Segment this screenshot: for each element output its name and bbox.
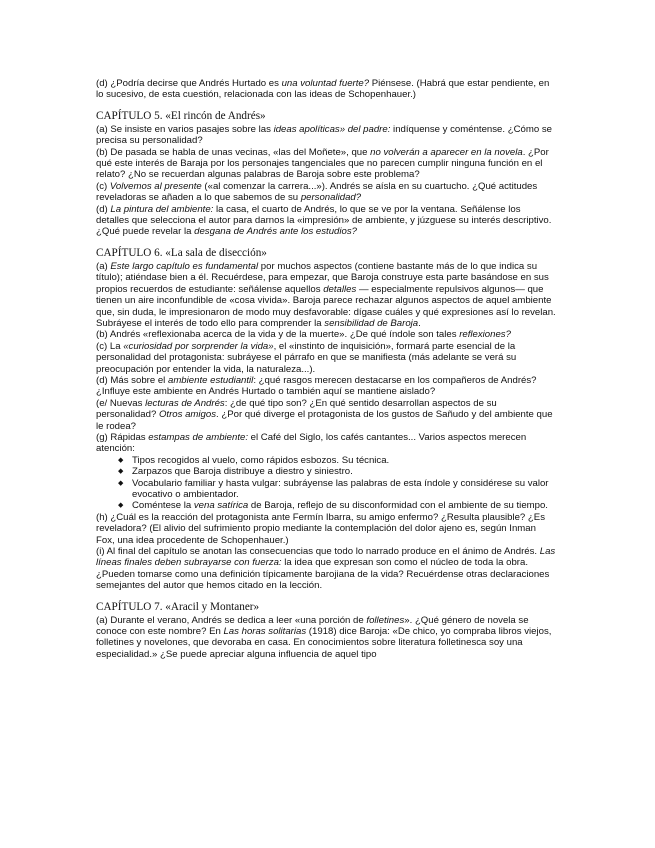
- text-run: (g) Rápidas: [96, 431, 149, 443]
- text-run: (d) Más sobre el: [96, 374, 168, 386]
- italic-text: no volverán a aparecer en la novela: [370, 146, 523, 158]
- text-run: Tipos recogidos al vuelo, como rápidos esbozos. Su técnica.: [132, 454, 390, 466]
- paragraph: [96, 615, 556, 661]
- chapter-5-heading: CAPÍTULO 5. «El rincón de Andrés»: [96, 109, 266, 122]
- text-run: . ¿Por qué este interés de Baraja por los personajes tangenciales que no parecen cumplir ninguna función en el relato? ¿No se recuerdan algunas palabras de Baroja sobre este problema?: [96, 146, 549, 181]
- text-run: (a) Durante el verano, Andrés se dedica a leer «una porción de: [96, 614, 367, 626]
- paragraph: [96, 329, 556, 340]
- text-run: («al comenzar la carrera...»). Andrés se aísla en su cuartucho. ¿Qué actitudes reveladoras se añaden a lo que sabemos de su: [96, 180, 538, 204]
- italic-text: Volvemos al presente: [109, 180, 202, 192]
- text-run: Coméntese la: [132, 500, 194, 512]
- italic-text: una voluntad fuerte?: [281, 78, 370, 89]
- text-run: de Baroja, reflejo de su disconformidad con el ambiente de su tiempo.: [248, 500, 548, 512]
- text-run: (d) ¿Podría decirse que Andrés Hurtado es: [96, 78, 282, 89]
- bullet-list: [96, 455, 556, 512]
- italic-text: ambiente estudiantil: [167, 374, 254, 386]
- paragraph: [96, 546, 556, 592]
- italic-text: La pintura del ambiente:: [110, 203, 214, 215]
- paragraph: [96, 147, 556, 181]
- italic-text: personalidad?: [300, 192, 362, 204]
- text-run: (c): [96, 180, 110, 192]
- text-run: ». ¿Qué género de novela se conoce con este nombre? En: [96, 614, 529, 638]
- italic-text: Este largo capítulo es fundamental: [110, 260, 259, 272]
- text-run: la idea que expresan son como el núcleo de toda la obra. ¿Pueden tomarse como una definición típicamente barojiana de la vida? Recuérdense otras declaraciones semejantes del autor que hemos citado en la lección.: [96, 557, 550, 592]
- italic-text: «curiosidad por sorprender la vida»: [123, 340, 274, 352]
- italic-text: folletines: [366, 614, 405, 626]
- italic-text: desgana de Andrés ante los estudios?: [194, 226, 357, 238]
- text-run: el Café del Siglo, los cafés cantantes... Varios aspectos merecen atención:: [96, 431, 527, 455]
- chapter-6-heading: CAPÍTULO 6. «La sala de disección»: [96, 246, 267, 259]
- italic-text: sensibilidad de Baroja: [324, 317, 419, 329]
- text-run: (a): [96, 260, 111, 272]
- paragraph: [96, 181, 556, 204]
- list-item: [118, 455, 556, 466]
- text-run: (1918) dice Baroja: «De chico, yo compraba libros viejos, folletines y novelones, que devoraba en casa. En conocimientos sobre literatura folletinesca soy una especialidad.» ¿Se puede apreciar alguna influencia de aquel tipo: [96, 626, 552, 660]
- paragraph: [96, 78, 556, 101]
- italic-text: detalles: [323, 283, 357, 295]
- text-run: la casa, el cuarto de Andrés, lo que se ve por la ventana. Señálense los detalles que selecciona el autor para darnos la «impresión» de ambiente, y júzguese su interés descriptivo. ¿Qué puede revelar la: [96, 203, 552, 238]
- text-run: por muchos aspectos (contiene bastante más de lo que indica su título); atiéndase bien a él. Recuérdese, para empezar, que Baroja construye esta parte basándose en sus propios recuerdos de estudiante: señálense aquellos: [96, 260, 549, 295]
- text-run: . ¿Por qué diverge el protagonista de los gustos de Sañudo y del ambiente que le rodea?: [96, 409, 553, 432]
- text-run: : ¿de qué tipo son? ¿En qué sentido desarrollan aspectos de su personalidad?: [96, 397, 497, 421]
- text-run: Vocabulario familiar y hasta vulgar: subráyense las palabras de esta índole y considérese su valor evocativo o ambientador.: [132, 477, 549, 500]
- text-run: (c) La: [96, 340, 124, 352]
- document-body: [96, 78, 556, 660]
- list-item: [118, 466, 556, 477]
- italic-text: reflexiones?: [459, 329, 511, 341]
- text-run: (d): [96, 203, 111, 215]
- text-run: , el «instinto de inquisición», formará parte esencial de la personalidad del protagonista: subráyese el párrafo en que se manifiesta (más adelante se verá su preocupación por entender la vida, la naturaleza...).: [96, 340, 517, 375]
- paragraph: [96, 261, 556, 329]
- text-run: (b) Andrés «reflexionaba acerca de la vida y de la muerte». ¿De qué índole son tales: [96, 329, 460, 341]
- chapter-7-heading: CAPÍTULO 7. «Aracil y Montaner»: [96, 600, 260, 613]
- italic-text: Las líneas finales deben subrayarse con fuerza:: [96, 546, 556, 569]
- text-run: — especialmente repulsivos algunos— que tienen un aire inconfundible de «cosa vivida». Baroja parece rechazar algunos aspectos de aquel ambiente que, sin duda, le impresionaron de modo muy desfavorable: dígase cuáles y qué expresiones así lo revelan. Subráyese el interés de todo ello para comprender la: [96, 283, 556, 329]
- paragraph: [96, 398, 556, 432]
- paragraph: [96, 341, 556, 375]
- text-run: (b) De pasada se habla de unas vecinas, «las del Moñete», que: [96, 146, 371, 158]
- italic-text: lecturas de Andrés: [145, 397, 225, 409]
- paragraph: [96, 432, 556, 455]
- text-run: indíquense y coméntense. ¿Cómo se precisa su personalidad?: [96, 123, 552, 147]
- italic-text: Otros amigos: [158, 409, 217, 421]
- paragraph: [96, 204, 556, 238]
- paragraph: [96, 375, 556, 398]
- text-run: : ¿qué rasgos merecen destacarse en los compañeros de Andrés? ¿Influye este ambiente en Andrés Hurtado o también aquí se mantiene aislado?: [96, 374, 537, 398]
- italic-text: Las horas solitarias: [223, 626, 307, 638]
- italic-text: ideas apolíticas» del padre:: [273, 123, 391, 135]
- italic-text: estampas de ambiente:: [148, 431, 248, 443]
- text-run: Piénsese. (Habrá que estar pendiente, en lo sucesivo, de esta cuestión, relacionada con las ideas de Schopenhauer.): [96, 78, 550, 101]
- paragraph: [96, 512, 556, 546]
- text-run: (e/ Nuevas: [96, 397, 146, 409]
- text-run: .: [418, 317, 421, 329]
- list-item: [118, 500, 556, 511]
- text-run: (i) Al final del capítulo se anotan las consecuencias que todo lo narrado produce en el ánimo de Andrés.: [96, 546, 540, 558]
- list-item: [118, 478, 556, 501]
- paragraph: [96, 124, 556, 147]
- text-run: (a) Se insiste en varios pasajes sobre las: [96, 123, 274, 135]
- italic-text: vena satírica: [193, 500, 249, 512]
- text-run: Zarpazos que Baroja distribuye a diestro y siniestro.: [132, 466, 353, 478]
- text-run: (h) ¿Cuál es la reacción del protagonista ante Fermín Ibarra, su amigo enfermo? ¿Resulta plausible? ¿Es reveladora? (El alivio del sufrimiento propio mediante la contemplación del dolor ajeno es, según Inman Fox, una idea procedente de Schopenhauer.): [96, 511, 545, 546]
